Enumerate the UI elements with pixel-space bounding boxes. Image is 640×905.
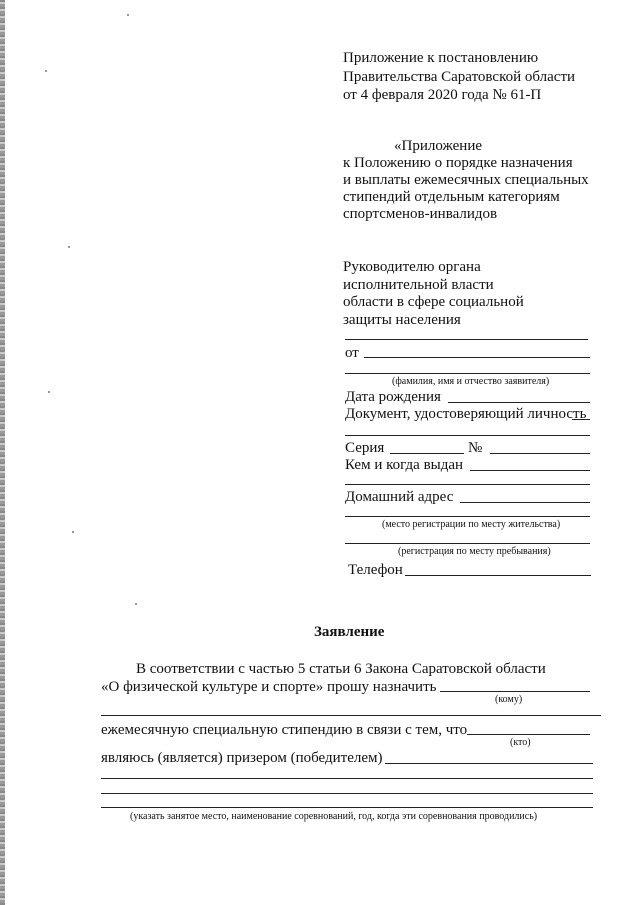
header-line-1: Приложение к постановлению [343,50,539,66]
statement-paragraph-3: ежемесячную специальную стипендию в связи с тем, что [101,722,468,738]
place-caption: (указать занятое место, наименование соревнований, год, когда эти соревнования проводились) [130,811,538,822]
issued-by-line-2[interactable] [345,484,590,485]
appendix-line-4: стипендий отдельным категориям [343,189,560,205]
statement-paragraph-1: В соответствии с частью 5 статьи 6 Закона Саратовской области [136,661,546,677]
kto-caption: (кто) [510,737,531,748]
home-address-label: Домашний адрес [345,489,454,505]
series-label: Серия [345,440,385,456]
phone-line[interactable] [405,575,591,576]
number-label: № [468,440,483,456]
addressee-line-3: области в сфере социальной [343,294,524,310]
addressee-line-1: Руководителю органа [343,259,481,275]
home-address-line[interactable] [460,502,590,503]
scan-speck [135,603,137,605]
number-line[interactable] [490,453,590,454]
prize-line[interactable] [385,763,593,764]
from-name-line-2[interactable] [345,373,590,374]
statement-title: Заявление [314,624,385,640]
birth-date-line[interactable] [448,402,590,403]
scan-speck [45,70,47,72]
addressee-line-2: исполнительной власти [343,277,494,293]
scan-speck [48,391,50,393]
addressee-blank-line[interactable] [345,339,588,340]
prize-line-3[interactable] [101,793,593,794]
appendix-line-2: к Положению о порядке назначения [343,155,573,171]
from-label: от [345,345,359,361]
from-name-line[interactable] [364,357,590,358]
reg-residence-caption: (место регистрации по месту жительства) [382,519,561,530]
recipient-line[interactable] [440,691,590,692]
birth-date-label: Дата рождения [345,389,441,405]
appendix-line-3: и выплаты ежемесячных специальных [343,172,589,188]
header-line-3: от 4 февраля 2020 года № 61-П [343,87,542,103]
prize-line-2[interactable] [101,778,593,779]
scan-edge [0,0,5,905]
header-line-2: Правительства Саратовской области [343,69,576,85]
statement-paragraph-2: «О физической культуре и спорте» прошу назначить [101,679,437,695]
addressee-line-4: защиты населения [343,312,461,328]
prize-line-4[interactable] [101,807,593,808]
scan-speck [72,531,74,533]
recipient-line-2[interactable] [101,715,601,716]
id-document-line[interactable] [572,419,590,420]
statement-paragraph-4: являюсь (является) призером (победителем) [101,750,383,766]
phone-label: Телефон [348,562,403,578]
issued-by-line[interactable] [470,470,590,471]
who-line[interactable] [467,734,590,735]
issued-by-label: Кем и когда выдан [345,457,464,473]
series-line[interactable] [390,453,464,454]
fio-caption: (фамилия, имя и отчество заявителя) [392,376,550,387]
reg-stay-caption: (регистрация по месту пребывания) [398,546,551,557]
appendix-line-5: спортсменов-инвалидов [343,206,498,222]
home-address-line-2[interactable] [345,516,590,517]
appendix-line-1: «Приложение [394,138,483,154]
kom-caption: (кому) [495,694,523,705]
scan-speck [68,246,70,248]
reg-stay-line[interactable] [345,543,590,544]
id-document-label: Документ, удостоверяющий личность [345,406,587,422]
scan-speck [127,14,129,16]
id-document-line-2[interactable] [345,435,590,436]
